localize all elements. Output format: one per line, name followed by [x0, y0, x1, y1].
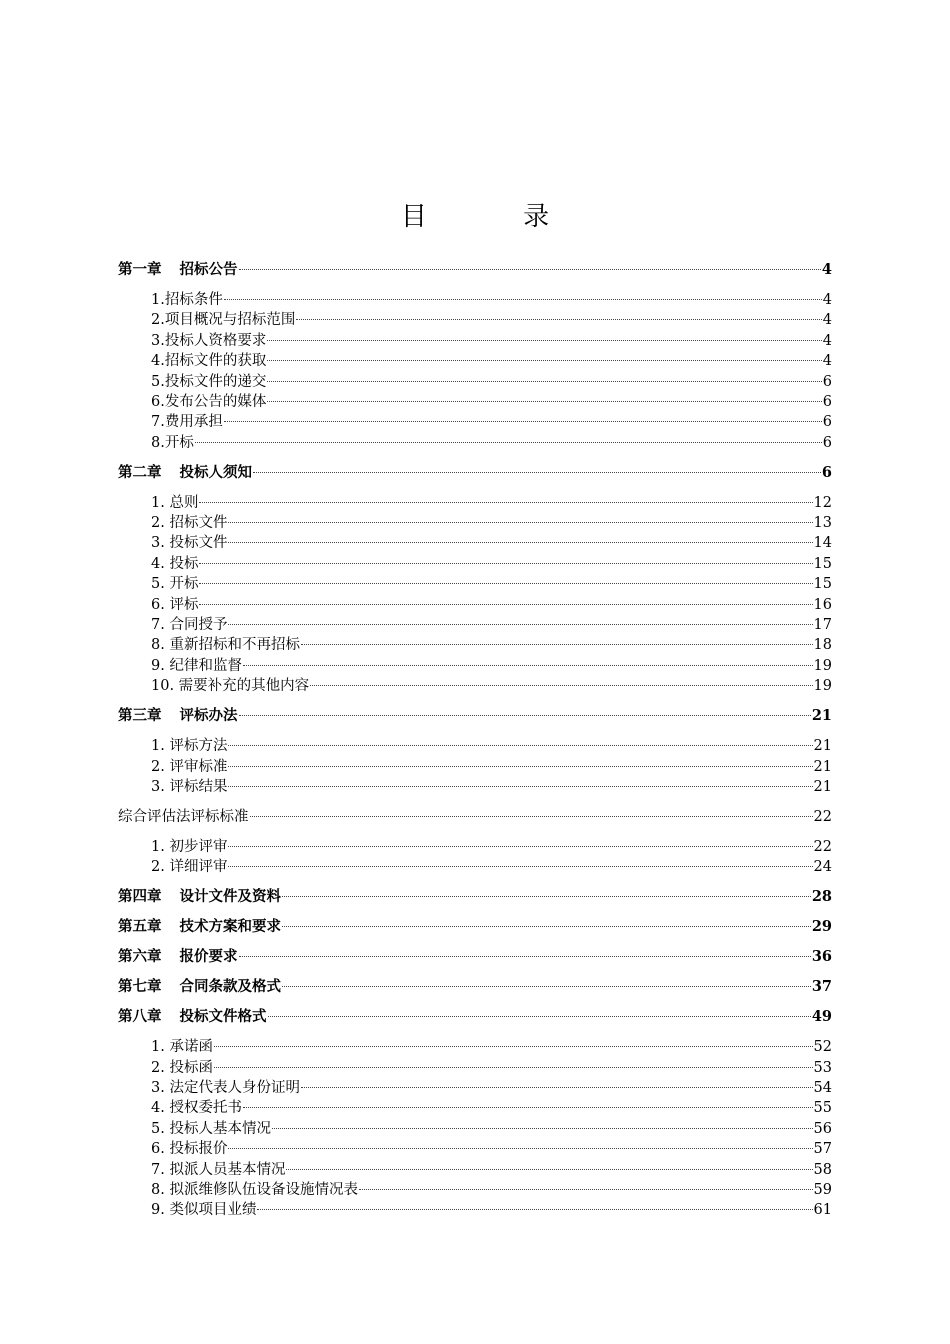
- toc-sub-entry[interactable]: [118, 1139, 832, 1159]
- toc-entry-label: 6. 投标报价: [151, 1141, 228, 1158]
- toc-sub-entry[interactable]: [118, 554, 832, 574]
- dot-leader: [228, 1148, 812, 1149]
- chapter-title: 评标办法: [179, 707, 238, 725]
- toc-entry-label: [118, 917, 281, 937]
- toc-sub-entry[interactable]: [118, 635, 832, 655]
- toc-section-entry[interactable]: [118, 807, 832, 827]
- toc-entry-label: 5. 投标人基本情况: [151, 1120, 271, 1137]
- page-number: 16: [813, 596, 832, 613]
- dot-leader: [272, 1128, 813, 1129]
- page-number: 4: [822, 291, 832, 308]
- chapter-number: 第六章: [118, 948, 162, 966]
- dot-leader: [301, 1087, 813, 1088]
- dot-leader: [267, 360, 821, 361]
- chapter-title: 报价要求: [179, 948, 238, 966]
- toc-entry-label: 3. 法定代表人身份证明: [151, 1080, 300, 1096]
- dot-leader: [267, 340, 821, 341]
- toc-entry-label: 6. 评标: [151, 596, 199, 613]
- page-number: 4: [822, 312, 832, 329]
- toc-sub-entry[interactable]: [118, 1180, 832, 1200]
- toc-chapter-entry[interactable]: [118, 917, 832, 937]
- page-number: 4: [822, 353, 832, 370]
- toc-entry-label: 4. 投标: [151, 555, 199, 572]
- page-number: 6: [822, 393, 832, 410]
- toc-chapter-entry[interactable]: [118, 260, 832, 280]
- dot-leader: [359, 1189, 813, 1190]
- toc-entry-label: [118, 1007, 267, 1027]
- toc-entry-label: 3. 评标结果: [151, 778, 228, 795]
- toc-sub-entry[interactable]: [118, 736, 832, 756]
- toc-entry-label: 6.发布公告的媒体: [151, 393, 267, 410]
- toc-sub-entry[interactable]: [118, 513, 832, 533]
- page-number: 14: [813, 535, 832, 552]
- toc-entry-label: 4. 授权委托书: [151, 1100, 242, 1117]
- toc-entry-label: [118, 977, 281, 997]
- chapter-number: 第四章: [118, 888, 162, 906]
- page-number: 57: [813, 1141, 832, 1158]
- toc-sub-entry[interactable]: [118, 372, 832, 392]
- dot-leader: [199, 583, 812, 584]
- page-number: 28: [811, 888, 832, 906]
- chapter-number: 第二章: [118, 463, 162, 481]
- dot-leader: [310, 685, 812, 686]
- page-number: 12: [813, 494, 832, 511]
- page-number: 21: [811, 707, 832, 725]
- dot-leader: [199, 502, 812, 503]
- toc-entry-label: [118, 887, 281, 907]
- dot-leader: [301, 644, 813, 645]
- page-number: 61: [813, 1202, 832, 1219]
- toc-entry-label: 2.项目概况与招标范围: [151, 312, 296, 329]
- dot-leader: [257, 1209, 812, 1210]
- toc-sub-entry[interactable]: [118, 1160, 832, 1180]
- toc-sub-entry[interactable]: [118, 1037, 832, 1057]
- dot-leader: [199, 563, 812, 564]
- toc-entry-label: 8.开标: [151, 434, 194, 451]
- toc-entry-label: 2. 招标文件: [151, 515, 228, 532]
- dot-leader: [239, 715, 811, 716]
- page-number: 18: [813, 637, 832, 654]
- toc-chapter-entry[interactable]: [118, 947, 832, 967]
- toc-entry-label: 8. 拟派维修队伍设备设施情况表: [151, 1181, 358, 1198]
- page-number: 4: [822, 332, 832, 349]
- page-number: 13: [813, 515, 832, 532]
- toc-chapter-entry[interactable]: [118, 977, 832, 997]
- page-number: 24: [813, 859, 832, 876]
- page-number: 29: [811, 918, 832, 936]
- dot-leader: [267, 381, 821, 382]
- chapter-number: 第七章: [118, 978, 162, 996]
- toc-sub-entry[interactable]: [118, 351, 832, 371]
- toc-entry-label: 1. 初步评审: [151, 838, 228, 855]
- page-number: 21: [813, 758, 832, 775]
- dot-leader: [228, 866, 812, 867]
- toc-entry-label: 8. 重新招标和不再招标: [151, 637, 300, 654]
- page-number: 6: [821, 463, 832, 481]
- toc-sub-entry[interactable]: [118, 392, 832, 412]
- page-number: 52: [813, 1039, 832, 1056]
- dot-leader: [228, 766, 812, 767]
- page-number: 17: [813, 617, 832, 634]
- toc-entry-label: 7. 合同授予: [151, 617, 228, 634]
- toc-entry-label: [118, 947, 238, 967]
- page-number: 56: [813, 1120, 832, 1137]
- toc-sub-entry[interactable]: [118, 777, 832, 797]
- dot-leader: [228, 624, 812, 625]
- toc-sub-entry[interactable]: [118, 533, 832, 553]
- page-number: 22: [813, 808, 832, 825]
- dot-leader: [239, 269, 821, 270]
- dot-leader: [253, 472, 821, 473]
- chapter-number: 第三章: [118, 707, 162, 725]
- page-number: 58: [813, 1161, 832, 1178]
- toc-sub-entry[interactable]: [118, 412, 832, 432]
- toc-sub-entry[interactable]: [118, 574, 832, 594]
- toc-chapter-entry[interactable]: [118, 1007, 832, 1027]
- dot-leader: [282, 896, 811, 897]
- page-number: 22: [813, 838, 832, 855]
- chapter-number: 第八章: [118, 1008, 162, 1026]
- toc-sub-entry[interactable]: [118, 310, 832, 330]
- chapter-title: 投标人须知: [179, 463, 252, 481]
- toc-entry-label: 1. 总则: [151, 494, 199, 511]
- toc-entry-label: 1. 承诺函: [151, 1039, 213, 1056]
- toc-sub-entry[interactable]: [118, 1119, 832, 1139]
- page-number: 15: [813, 555, 832, 572]
- page-number: 6: [822, 434, 832, 451]
- toc-entry-label: 5. 开标: [151, 576, 199, 593]
- chapter-title: 设计文件及资料: [179, 888, 281, 906]
- toc-sub-entry[interactable]: [118, 493, 832, 513]
- dot-leader: [228, 786, 812, 787]
- toc-entry-label: [118, 463, 252, 483]
- dot-leader: [228, 522, 812, 523]
- chapter-title: 技术方案和要求: [179, 918, 281, 936]
- page-number: 54: [813, 1080, 832, 1096]
- dot-leader: [296, 319, 821, 320]
- toc-entry-label: [118, 706, 238, 726]
- toc-sub-entry[interactable]: [118, 290, 832, 310]
- toc-sub-entry[interactable]: [118, 676, 832, 696]
- toc-entry-label: 9. 类似项目业绩: [151, 1202, 257, 1219]
- page-number: 53: [813, 1059, 832, 1076]
- chapter-title: 投标文件格式: [179, 1008, 267, 1026]
- toc-entry-label: 4.招标文件的获取: [151, 353, 267, 370]
- toc-entry-label: 1. 评标方法: [151, 738, 228, 755]
- dot-leader: [214, 1067, 813, 1068]
- dot-leader: [239, 956, 811, 957]
- page-number: 37: [811, 978, 832, 996]
- dot-leader: [243, 665, 813, 666]
- dot-leader: [199, 604, 812, 605]
- page-number: 4: [821, 261, 832, 278]
- dot-leader: [228, 542, 812, 543]
- toc-entry-label: 7. 拟派人员基本情况: [151, 1161, 286, 1178]
- page-number: 55: [813, 1100, 832, 1117]
- page-number: 19: [813, 678, 832, 695]
- dot-leader: [282, 926, 811, 927]
- toc-sub-entry[interactable]: [118, 837, 832, 857]
- dot-leader: [250, 816, 813, 817]
- toc-sub-entry[interactable]: [118, 595, 832, 615]
- chapter-title: 招标公告: [179, 261, 238, 278]
- toc-sub-entry[interactable]: [118, 1200, 832, 1220]
- dot-leader: [243, 1107, 813, 1108]
- toc-entry-label: [118, 260, 238, 280]
- toc-entry-label: 1.招标条件: [151, 291, 223, 308]
- dot-leader: [286, 1169, 812, 1170]
- page-number: 49: [811, 1008, 832, 1026]
- toc-chapter-entry[interactable]: [118, 706, 832, 726]
- toc-sub-entry[interactable]: [118, 433, 832, 453]
- toc-entry-label: 综合评估法评标标准: [118, 808, 249, 825]
- page-number: 19: [813, 657, 832, 674]
- toc-sub-entry[interactable]: [118, 857, 832, 877]
- page-number: 59: [813, 1181, 832, 1198]
- toc-entry-label: 10. 需要补充的其他内容: [151, 678, 310, 695]
- chapter-title: 合同条款及格式: [179, 978, 281, 996]
- page-number: 15: [813, 576, 832, 593]
- page-number: 36: [811, 948, 832, 966]
- dot-leader: [267, 401, 821, 402]
- chapter-number: 第五章: [118, 918, 162, 936]
- toc-sub-entry[interactable]: [118, 656, 832, 676]
- toc-sub-entry[interactable]: [118, 1098, 832, 1118]
- page-number: 6: [822, 373, 832, 390]
- page-number: 21: [813, 778, 832, 795]
- dot-leader: [214, 1046, 813, 1047]
- toc-sub-entry[interactable]: [118, 757, 832, 777]
- page-number: 21: [813, 738, 832, 755]
- toc-entry-label: 2. 评审标准: [151, 758, 228, 775]
- toc-entry-label: 2. 详细评审: [151, 859, 228, 876]
- page-title: 目 录: [400, 202, 594, 232]
- dot-leader: [224, 421, 822, 422]
- toc-entry-label: 3.投标人资格要求: [151, 332, 267, 349]
- toc-sub-entry[interactable]: [118, 1078, 832, 1098]
- dot-leader: [282, 986, 811, 987]
- dot-leader: [228, 846, 812, 847]
- dot-leader: [268, 1016, 811, 1017]
- dot-leader: [224, 299, 822, 300]
- toc-chapter-entry[interactable]: [118, 463, 832, 483]
- page-number: 6: [822, 414, 832, 431]
- toc-entry-label: 9. 纪律和监督: [151, 657, 242, 674]
- toc-entry-label: 3. 投标文件: [151, 535, 228, 552]
- toc-sub-entry[interactable]: [118, 615, 832, 635]
- toc-entry-label: 5.投标文件的递交: [151, 373, 267, 390]
- toc-sub-entry[interactable]: [118, 331, 832, 351]
- chapter-number: 第一章: [118, 261, 162, 278]
- dot-leader: [228, 745, 812, 746]
- toc-sub-entry[interactable]: [118, 1058, 832, 1078]
- toc-entry-label: 7.费用承担: [151, 414, 223, 431]
- table-of-contents: [118, 260, 832, 1221]
- toc-entry-label: 2. 投标函: [151, 1059, 213, 1076]
- dot-leader: [195, 442, 822, 443]
- toc-chapter-entry[interactable]: [118, 887, 832, 907]
